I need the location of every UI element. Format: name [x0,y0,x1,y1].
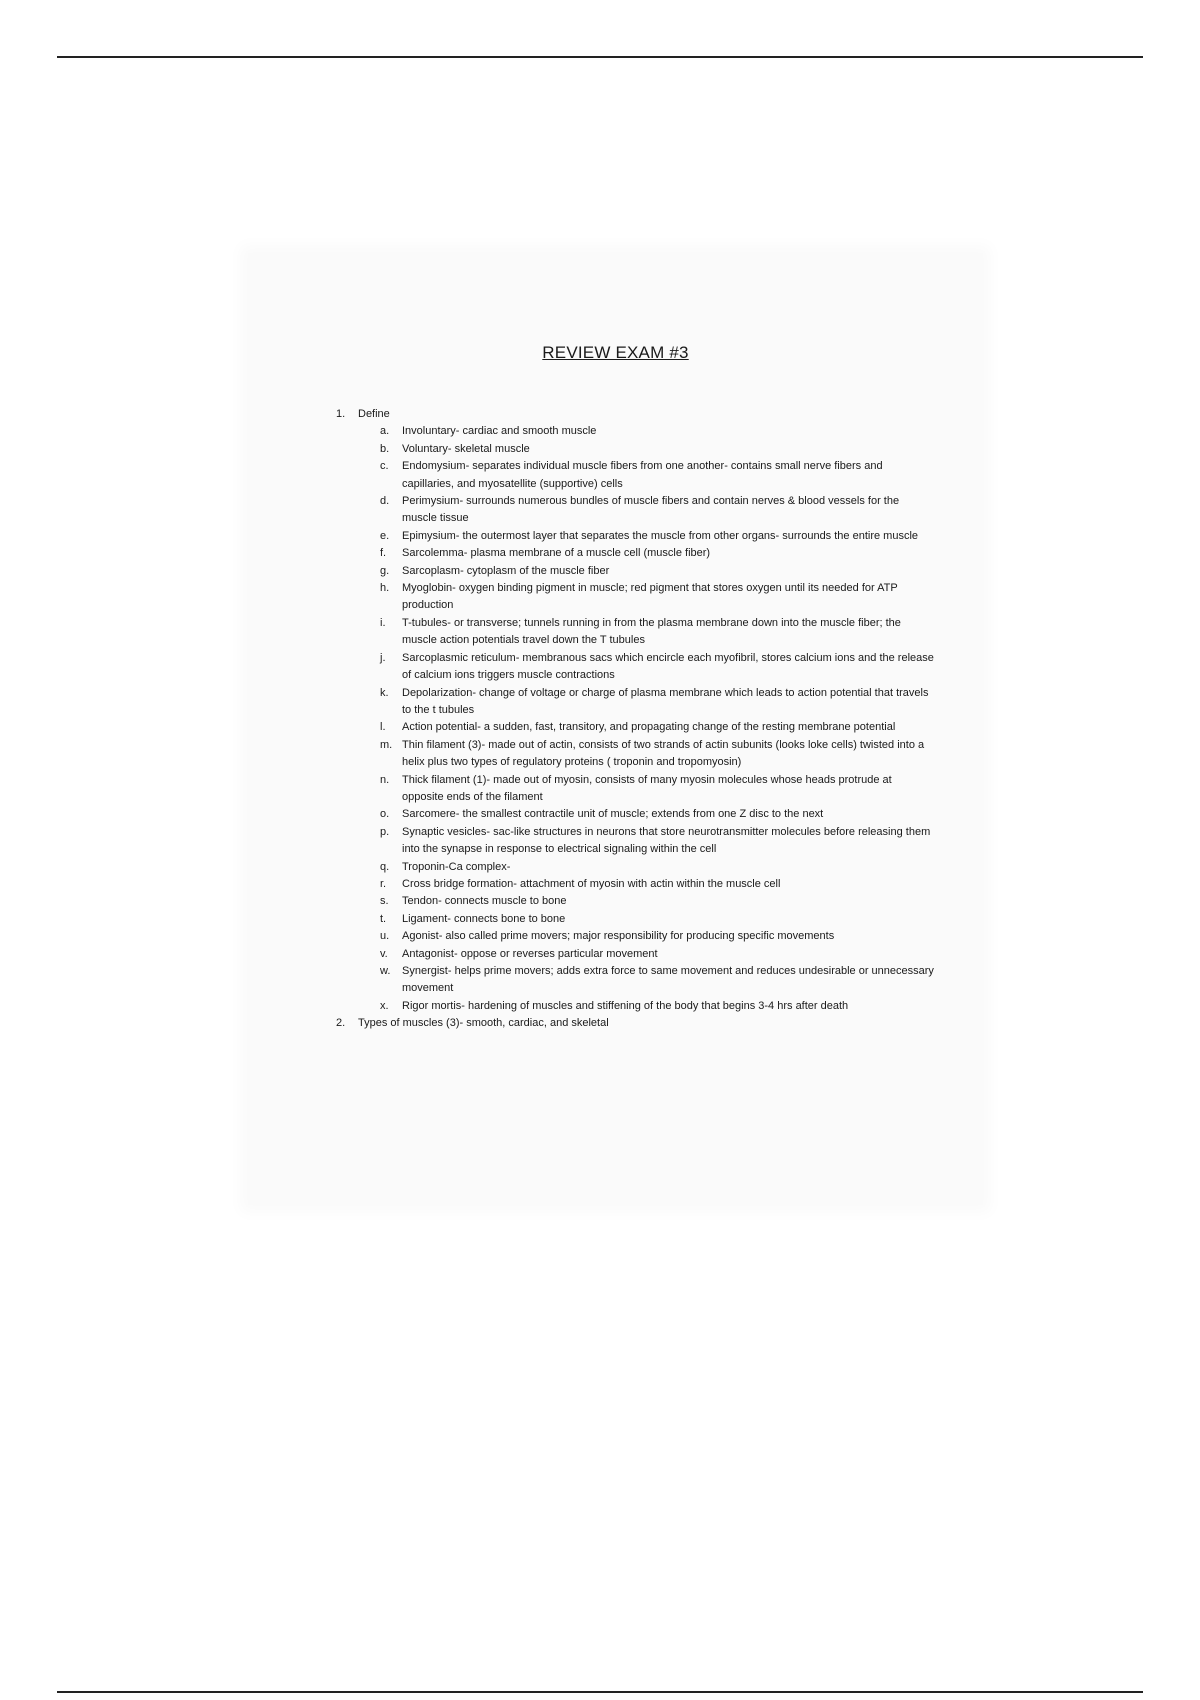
item-letter: l. [380,721,386,734]
item-text: Tendon- connects muscle to bone [402,895,567,908]
definition-item [380,423,936,440]
definition-item [380,737,936,772]
item-text: Sarcolemma- plasma membrane of a muscle cell (muscle fiber) [402,547,711,560]
definition-list [358,423,936,1015]
definition-item [380,441,936,458]
definition-item [380,528,936,545]
definition-item [380,963,936,998]
item-letter: w. [380,965,391,977]
question-2 [336,1015,936,1032]
item-letter: j. [380,651,386,664]
definition-item [380,824,936,859]
definition-item [380,893,936,910]
definition-item [380,928,936,945]
question-text: Define [358,408,390,420]
item-letter: d. [380,495,390,508]
item-text: Synaptic vesicles- sac-like structures in neurons that store neurotransmitter molecules before releasing them into the synapse in response to electrical signaling within the cell [402,825,931,856]
item-text: Epimysium- the outermost layer that separates the muscle from other organs- surrounds the entire muscle [402,529,919,542]
question-number: 1. [336,408,346,420]
definition-item [380,545,936,562]
item-letter: s. [380,895,389,908]
item-letter: v. [380,947,388,960]
question-list [336,406,936,1033]
item-text: Perimysium- surrounds numerous bundles of muscle fibers and contain nerves & blood vessels for the muscle tissue [402,495,900,525]
item-text: Myoglobin- oxygen binding pigment in muscle; red pigment that stores oxygen until its needed for ATP production [402,582,898,612]
scanned-page [248,253,983,1205]
item-text: Thick filament (1)- made out of myosin, consists of many myosin molecules whose heads protrude at opposite ends of the filament [402,773,892,803]
item-letter: m. [380,738,393,751]
item-text: Sarcomere- the smallest contractile unit of muscle; extends from one Z disc to the next [402,808,824,821]
item-letter: k. [380,686,389,699]
question-row [336,406,936,423]
item-text: Antagonist- oppose or reverses particular movement [402,947,658,960]
question-number: 2. [336,1017,346,1030]
item-letter: e. [380,529,390,542]
item-letter: o. [380,808,390,821]
item-letter: a. [380,425,390,438]
item-letter: p. [380,825,390,838]
item-letter: g. [380,564,390,577]
item-letter: c. [380,460,389,473]
item-text: Thin filament (3)- made out of actin, consists of two strands of actin subunits (looks loke cells) twisted into a helix plus two types of regulatory proteins ( troponin and tropomyosin) [402,738,925,769]
item-text: Voluntary- skeletal muscle [402,442,530,455]
definition-item [380,911,936,928]
item-letter: t. [380,912,387,925]
definition-item [380,685,936,720]
item-text: Rigor mortis- hardening of muscles and stiffening of the body that begins 3-4 hrs after death [402,999,849,1012]
definition-item [380,876,936,893]
definition-item [380,998,936,1015]
item-text: Sarcoplasmic reticulum- membranous sacs which encircle each myofibril, stores calcium ions and the release of calcium ions triggers muscle contractions [402,651,934,682]
definition-item [380,719,936,736]
item-text: T-tubules- or transverse; tunnels running in from the plasma membrane down into the muscle fiber; the muscle action potentials travel down the T tubules [402,616,901,647]
question-text: Types of muscles (3)- smooth, cardiac, and skeletal [358,1017,609,1030]
top-rule [57,56,1143,58]
item-letter: i. [380,616,386,629]
definition-item [380,772,936,807]
definition-item [380,806,936,823]
item-text: Depolarization- change of voltage or charge of plasma membrane which leads to action potential that travels to the t tubules [402,686,929,716]
item-letter: q. [380,860,390,873]
definition-item [380,946,936,963]
item-letter: u. [380,930,390,943]
item-letter: f. [380,547,387,560]
bottom-rule [57,1691,1143,1693]
definition-item [380,615,936,650]
question-row [336,1015,936,1032]
item-text: Ligament- connects bone to bone [402,912,566,925]
definition-item [380,650,936,685]
question-1 [336,406,936,1015]
document-title: REVIEW EXAM #3 [542,343,689,362]
definition-item [380,458,936,493]
item-letter: b. [380,442,390,455]
item-letter: x. [380,999,389,1012]
item-text: Action potential- a sudden, fast, transitory, and propagating change of the resting membrane potential [402,721,896,734]
item-text: Synergist- helps prime movers; adds extra force to same movement and reduces undesirable or unnecessary movement [402,965,934,995]
item-text: Sarcoplasm- cytoplasm of the muscle fiber [402,564,610,577]
item-text: Involuntary- cardiac and smooth muscle [402,425,597,438]
definition-item [380,859,936,876]
item-text: Agonist- also called prime movers; major responsibility for producing specific movements [402,930,835,943]
item-letter: n. [380,773,390,786]
item-text: Endomysium- separates individual muscle fibers from one another- contains small nerve fibers and capillaries, and myosatellite (supportive) cells [402,460,883,490]
item-letter: r. [380,877,387,890]
item-text: Troponin-Ca complex- [402,860,511,873]
item-letter: h. [380,582,390,595]
definition-item [380,580,936,615]
definition-item [380,563,936,580]
item-text: Cross bridge formation- attachment of myosin with actin within the muscle cell [402,877,781,890]
definition-item [380,493,936,528]
